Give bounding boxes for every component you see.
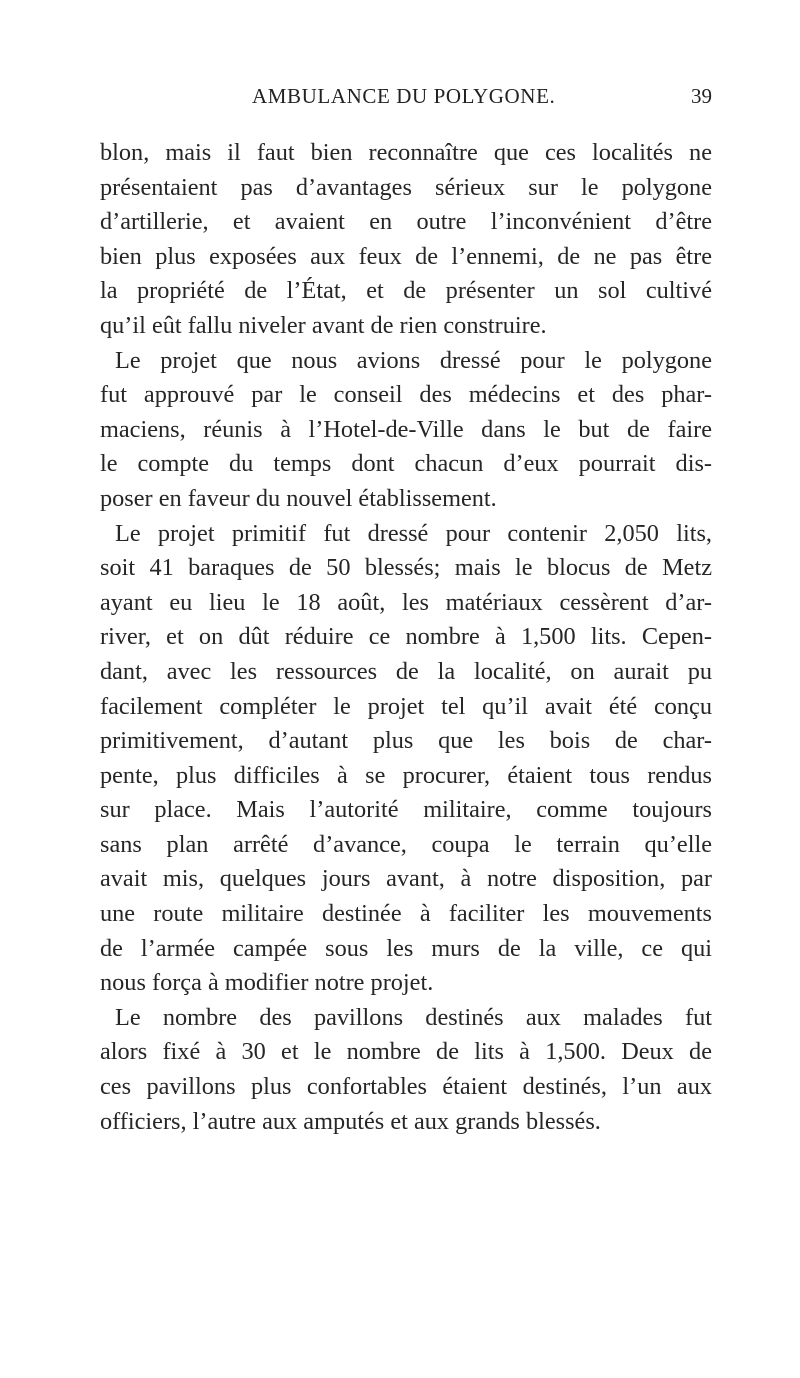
paragraph [100, 136, 712, 344]
text-line: ces pavillons plus confortables étaient destinés, l’un aux [100, 1073, 712, 1101]
text-line: nous força à modifier notre projet. [100, 969, 434, 997]
paragraph [100, 344, 712, 517]
body-text [100, 136, 712, 1139]
text-line: poser en faveur du nouvel établissement. [100, 484, 497, 512]
page-number: 39 [691, 84, 712, 108]
text-line: Le projet que nous avions dressé pour le polygone [115, 346, 712, 374]
text-line: blon, mais il faut bien reconnaître que ces localités ne [100, 139, 712, 166]
text-line: le compte du temps dont chacun d’eux pourrait dis- [100, 450, 712, 478]
text-line: soit 41 baraques de 50 blessés; mais le blocus de Metz [100, 554, 712, 582]
paragraph [100, 1001, 712, 1139]
text-line: alors fixé à 30 et le nombre de lits à 1,500. Deux de [100, 1038, 712, 1066]
text-line: pente, plus difficiles à se procurer, étaient tous rendus [100, 761, 712, 789]
text-line: officiers, l’autre aux amputés et aux grands blessés. [100, 1107, 601, 1135]
text-line: avait mis, quelques jours avant, à notre disposition, par [100, 865, 712, 893]
text-line: sur place. Mais l’autorité militaire, comme toujours [100, 796, 712, 824]
text-line: dant, avec les ressources de la localité, on aurait pu [100, 657, 712, 685]
text-line: présentaient pas d’avantages sérieux sur le polygone [100, 173, 712, 201]
text-line: primitivement, d’autant plus que les bois de char- [100, 727, 712, 755]
text-line: ayant eu lieu le 18 août, les matériaux cessèrent d’ar- [100, 588, 712, 616]
text-line: de l’armée campée sous les murs de la ville, ce qui [100, 934, 712, 962]
text-line: Le projet primitif fut dressé pour contenir 2,050 lits, [115, 519, 712, 547]
text-line: une route militaire destinée à faciliter les mouvements [100, 900, 712, 928]
running-title: AMBULANCE DU POLYGONE. [252, 84, 556, 108]
text-line: qu’il eût fallu niveler avant de rien construire. [100, 311, 547, 339]
text-line: fut approuvé par le conseil des médecins et des phar- [100, 381, 712, 409]
running-head [100, 84, 712, 114]
text-line: la propriété de l’État, et de présenter un sol cultivé [100, 277, 712, 305]
text-line: bien plus exposées aux feux de l’ennemi, de ne pas être [100, 242, 712, 270]
text-line: maciens, réunis à l’Hotel-de-Ville dans le but de faire [100, 415, 712, 443]
text-line: d’artillerie, et avaient en outre l’inconvénient d’être [100, 208, 712, 236]
text-line: sans plan arrêté d’avance, coupa le terrain qu’elle [100, 830, 712, 858]
text-line: facilement compléter le projet tel qu’il avait été conçu [100, 692, 712, 720]
text-line: Le nombre des pavillons destinés aux malades fut [115, 1003, 712, 1031]
paragraph [100, 517, 712, 1001]
text-line: river, et on dût réduire ce nombre à 1,500 lits. Cepen- [100, 623, 712, 651]
